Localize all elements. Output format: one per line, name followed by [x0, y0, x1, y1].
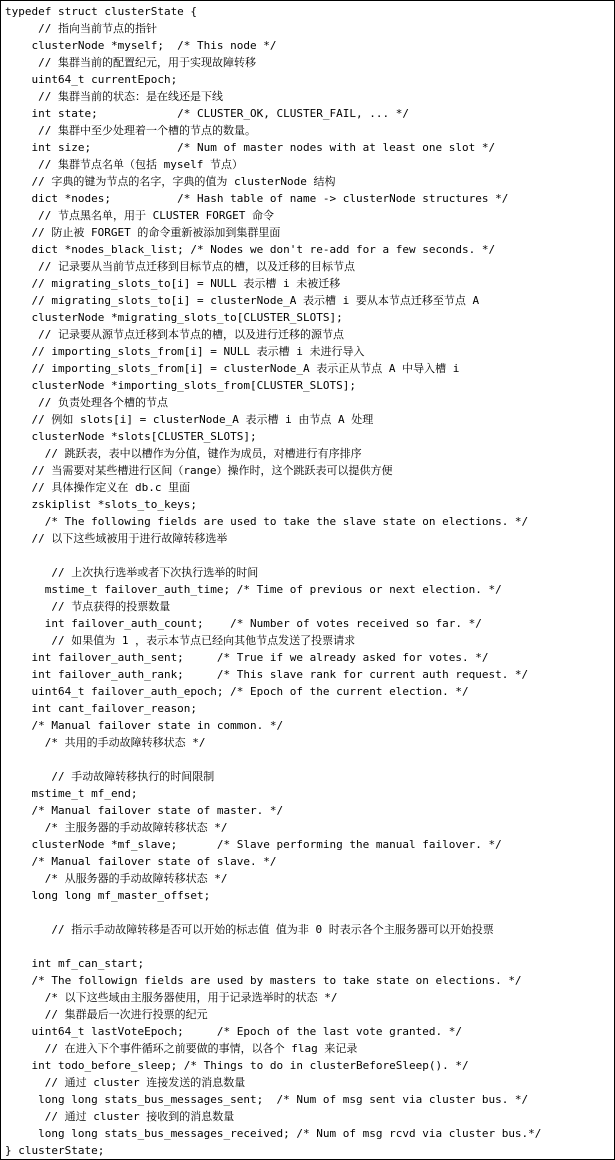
- code-line: // 记录要从当前节点迁移到目标节点的槽，以及迁移的目标节点: [5, 260, 355, 273]
- code-line: int failover_auth_count; /* Number of votes received so far. */: [5, 617, 482, 630]
- code-line: long long mf_master_offset;: [5, 889, 211, 902]
- code-line: /* 主服务器的手动故障转移状态 */: [5, 821, 228, 834]
- code-line: /* Manual failover state of master. */: [5, 804, 284, 817]
- code-line: // 具体操作定义在 db.c 里面: [5, 481, 191, 494]
- code-line: clusterNode *slots[CLUSTER_SLOTS];: [5, 430, 257, 443]
- code-line: // migrating_slots_to[i] = NULL 表示槽 i 未被迁移: [5, 277, 341, 290]
- code-line: // 如果值为 1 ，表示本节点已经向其他节点发送了投票请求: [5, 634, 356, 647]
- code-line: // 跳跃表，表中以槽作为分值，键作为成员，对槽进行有序排序: [5, 447, 362, 460]
- code-line: // 集群当前的状态：是在线还是下线: [5, 90, 223, 103]
- code-line: long long stats_bus_messages_sent; /* Num of msg sent via cluster bus. */: [5, 1093, 529, 1106]
- code-block: [1, 1, 614, 1159]
- code-line: // 通过 cluster 连接发送的消息数量: [5, 1076, 246, 1089]
- code-line: // 字典的键为节点的名字，字典的值为 clusterNode 结构: [5, 175, 336, 188]
- code-line: /* 共用的手动故障转移状态 */: [5, 736, 206, 749]
- code-line: /* The followign fields are used by masters to take state on elections. */: [5, 974, 522, 987]
- code-line: [5, 547, 614, 564]
- code-line: // 节点获得的投票数量: [5, 600, 171, 613]
- code-line: int failover_auth_sent; /* True if we already asked for votes. */: [5, 651, 489, 664]
- code-line: mstime_t mf_end;: [5, 787, 138, 800]
- code-line: clusterNode *migrating_slots_to[CLUSTER_SLOTS];: [5, 311, 343, 324]
- code-line: int mf_can_start;: [5, 957, 145, 970]
- code-line: // 例如 slots[i] = clusterNode_A 表示槽 i 由节点 A 处理: [5, 413, 374, 426]
- code-line: long long stats_bus_messages_received; /* Num of msg rcvd via cluster bus.*/: [5, 1127, 542, 1140]
- code-line: // 当需要对某些槽进行区间（range）操作时，这个跳跃表可以提供方便: [5, 464, 393, 477]
- code-line: clusterNode *myself; /* This node */: [5, 39, 277, 52]
- code-line: // 负责处理各个槽的节点: [5, 396, 168, 409]
- code-line: int failover_auth_rank; /* This slave rank for current auth request. */: [5, 668, 529, 681]
- code-line: /* 从服务器的手动故障转移状态 */: [5, 872, 228, 885]
- code-line: // 记录要从源节点迁移到本节点的槽，以及进行迁移的源节点: [5, 328, 344, 341]
- code-line: // 手动故障转移执行的时间限制: [5, 770, 215, 783]
- code-line: dict *nodes; /* Hash table of name -> clusterNode structures */: [5, 192, 509, 205]
- code-line: int size; /* Num of master nodes with at least one slot */: [5, 141, 496, 154]
- code-line: /* 以下这些域由主服务器使用，用于记录选举时的状态 */: [5, 991, 338, 1004]
- code-line: // 防止被 FORGET 的命令重新被添加到集群里面: [5, 226, 281, 239]
- code-line: int cant_failover_reason;: [5, 702, 198, 715]
- code-line: /* Manual failover state in common. */: [5, 719, 284, 732]
- code-line: typedef struct clusterState {: [5, 5, 198, 18]
- code-line: // 上次执行选举或者下次执行选举的时间: [5, 566, 259, 579]
- code-line: int todo_before_sleep; /* Things to do in clusterBeforeSleep(). */: [5, 1059, 469, 1072]
- code-line: // 节点黑名单，用于 CLUSTER FORGET 命令: [5, 209, 274, 222]
- code-line: // 以下这些域被用于进行故障转移选举: [5, 532, 228, 545]
- code-line: uint64_t failover_auth_epoch; /* Epoch of the current election. */: [5, 685, 469, 698]
- code-line: // 指示手动故障转移是否可以开始的标志值 值为非 0 时表示各个主服务器可以开始投票: [5, 923, 494, 936]
- code-line: } clusterState;: [5, 1144, 105, 1157]
- code-line: [5, 904, 614, 921]
- code-line: clusterNode *mf_slave; /* Slave performing the manual failover. */: [5, 838, 502, 851]
- code-line: // importing_slots_from[i] = clusterNode_A 表示正从节点 A 中导入槽 i: [5, 362, 460, 375]
- code-line: /* The following fields are used to take the slave state on elections. */: [5, 515, 529, 528]
- code-line: int state; /* CLUSTER_OK, CLUSTER_FAIL, ... */: [5, 107, 409, 120]
- code-line: // 通过 cluster 接收到的消息数量: [5, 1110, 235, 1123]
- code-line: mstime_t failover_auth_time; /* Time of previous or next election. */: [5, 583, 502, 596]
- code-line: zskiplist *slots_to_keys;: [5, 498, 198, 511]
- code-line: [5, 751, 614, 768]
- code-line: // importing_slots_from[i] = NULL 表示槽 i 未进行导入: [5, 345, 365, 358]
- code-line: // 指向当前节点的指针: [5, 22, 157, 35]
- code-line: /* Manual failover state of slave. */: [5, 855, 277, 868]
- code-line: // 集群最后一次进行投票的纪元: [5, 1008, 208, 1021]
- code-line: // 集群节点名单（包括 myself 节点）: [5, 158, 243, 171]
- code-line: dict *nodes_black_list; /* Nodes we don't re-add for a few seconds. */: [5, 243, 496, 256]
- code-line: uint64_t currentEpoch;: [5, 73, 178, 86]
- code-line: // 集群中至少处理着一个槽的节点的数量。: [5, 124, 256, 137]
- code-line: // migrating_slots_to[i] = clusterNode_A 表示槽 i 要从本节点迁移至节点 A: [5, 294, 480, 307]
- code-line: // 在进入下个事件循环之前要做的事情，以各个 flag 来记录: [5, 1042, 358, 1055]
- code-line: // 集群当前的配置纪元，用于实现故障转移: [5, 56, 256, 69]
- code-line: [5, 938, 614, 955]
- code-line: uint64_t lastVoteEpoch; /* Epoch of the last vote granted. */: [5, 1025, 462, 1038]
- code-line: clusterNode *importing_slots_from[CLUSTER_SLOTS];: [5, 379, 356, 392]
